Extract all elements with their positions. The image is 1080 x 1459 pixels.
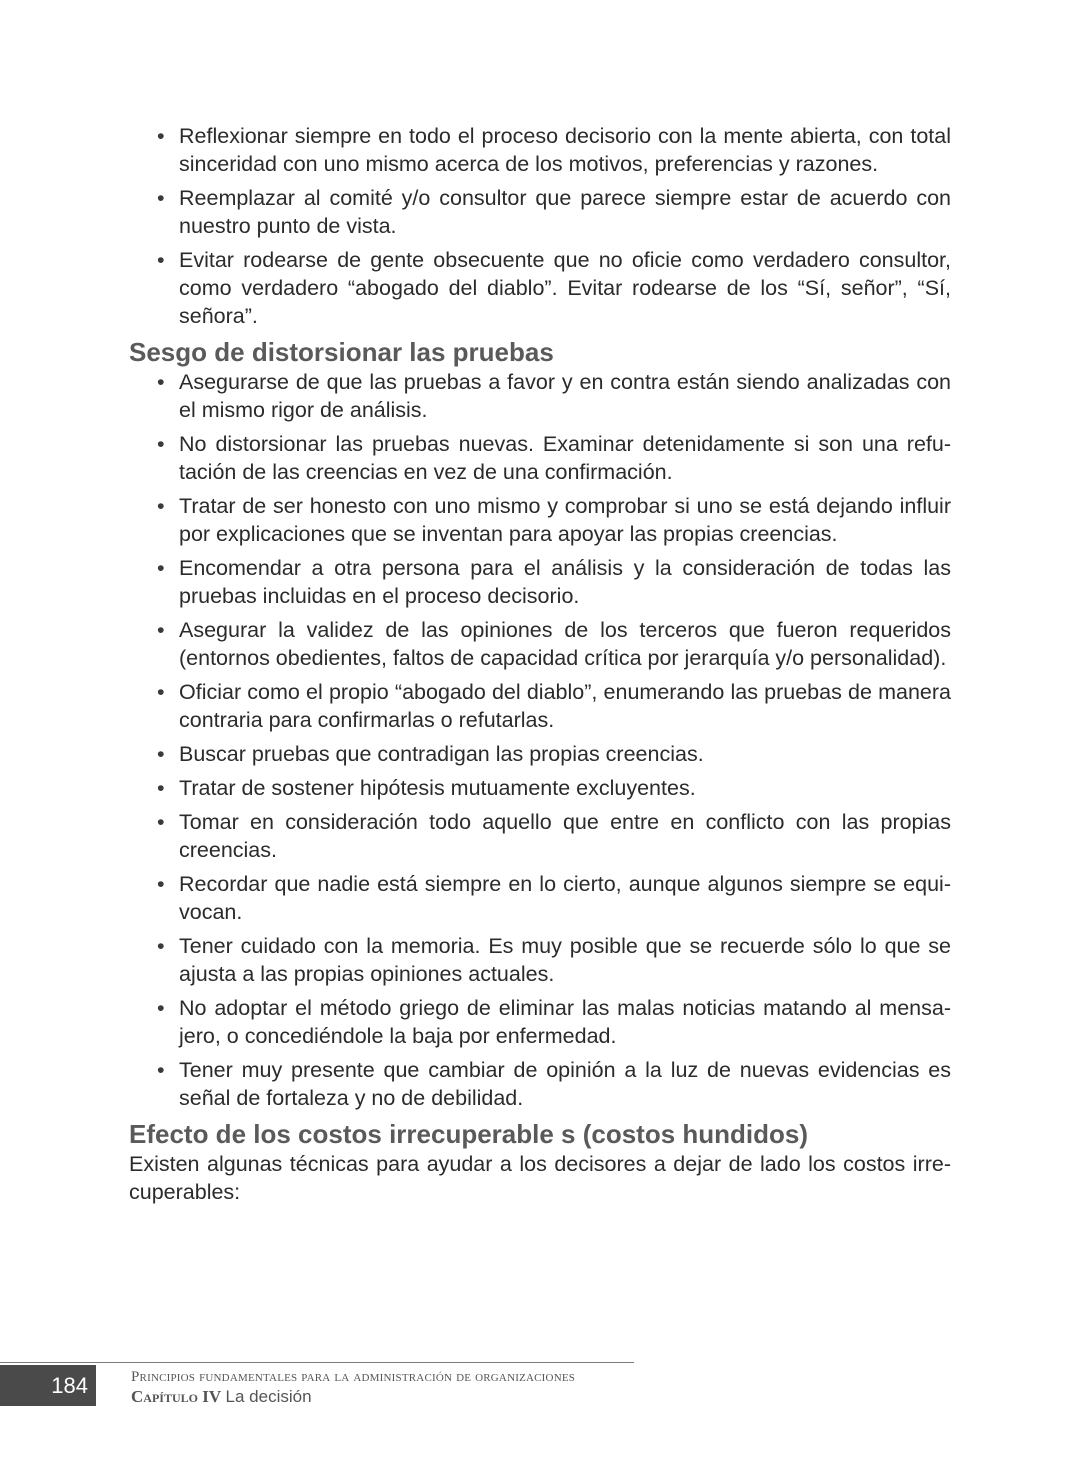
intro-bullet-list	[129, 122, 951, 330]
list-item: • Tener cuidado con la memoria. Es muy posible que se recuerde sólo lo que se ajusta a las propias opiniones actuales.	[179, 932, 951, 988]
chapter-title: La decisión	[225, 1387, 312, 1406]
footer-divider	[0, 1362, 634, 1363]
chapter-label: Capítulo IV	[131, 1387, 222, 1406]
list-item: • Recordar que nadie está siempre en lo cierto, aunque algunos siempre se equivocan.	[179, 870, 951, 926]
list-item: • Encomendar a otra persona para el análisis y la consideración de todas las pruebas incluidas en el proceso decisorio.	[179, 554, 951, 610]
running-footer	[131, 1368, 575, 1409]
list-item: • Buscar pruebas que contradigan las propias creencias.	[179, 740, 951, 768]
page-number: 184	[0, 1365, 96, 1406]
list-item: • No adoptar el método griego de eliminar las malas noticias matando al mensajero, o concediéndole la baja por enfermedad.	[179, 994, 951, 1050]
list-item: • Tener muy presente que cambiar de opinión a la luz de nuevas evidencias es señal de fortaleza y no de debilidad.	[179, 1056, 951, 1112]
section-heading-distorsionar-pruebas: Sesgo de distorsionar las pruebas	[129, 337, 554, 367]
book-title: Principios fundamentales para la administración de organizaciones	[131, 1369, 576, 1385]
list-item: • Tomar en consideración todo aquello que entre en conflicto con las propias creencias.	[179, 808, 951, 864]
list-item: • Asegurar la validez de las opiniones de los terceros que fueron requeridos (entornos obedientes, faltos de capacidad crítica por jerarquía y/o personalidad).	[179, 616, 951, 672]
section-heading-costos-irrecuperables: Efecto de los costos irrecuperable s (costos hundidos)	[129, 1119, 809, 1149]
section-paragraph: Existen algunas técnicas para ayudar a los decisores a dejar de lado los costos irrecuperables:	[129, 1152, 951, 1204]
chapter-line	[131, 1386, 575, 1409]
list-item: • No distorsionar las pruebas nuevas. Examinar detenidamente si son una refutación de las creencias en vez de una confirmación.	[179, 430, 951, 486]
list-item: • Tratar de sostener hipótesis mutuamente excluyentes.	[179, 774, 951, 802]
list-item: • Evitar rodearse de gente obsecuente que no oficie como verdadero consultor, como verdadero “abogado del diablo”. Evitar rodearse de los “Sí, señor”, “Sí, señora”.	[179, 246, 951, 330]
page-content	[129, 122, 951, 1206]
list-item: • Reemplazar al comité y/o consultor que parece siempre estar de acuerdo con nuestro punto de vista.	[179, 184, 951, 240]
distorsionar-pruebas-bullet-list	[129, 368, 951, 1112]
list-item: • Reflexionar siempre en todo el proceso decisorio con la mente abierta, con total sinceridad con uno mismo acerca de los motivos, preferencias y razones.	[179, 122, 951, 178]
list-item: • Oficiar como el propio “abogado del diablo”, enumerando las pruebas de manera contraria para confirmarlas o refutarlas.	[179, 678, 951, 734]
list-item: • Tratar de ser honesto con uno mismo y comprobar si uno se está dejando influir por explicaciones que se inventan para apoyar las propias creencias.	[179, 492, 951, 548]
list-item: • Asegurarse de que las pruebas a favor y en contra están siendo analizadas con el mismo rigor de análisis.	[179, 368, 951, 424]
